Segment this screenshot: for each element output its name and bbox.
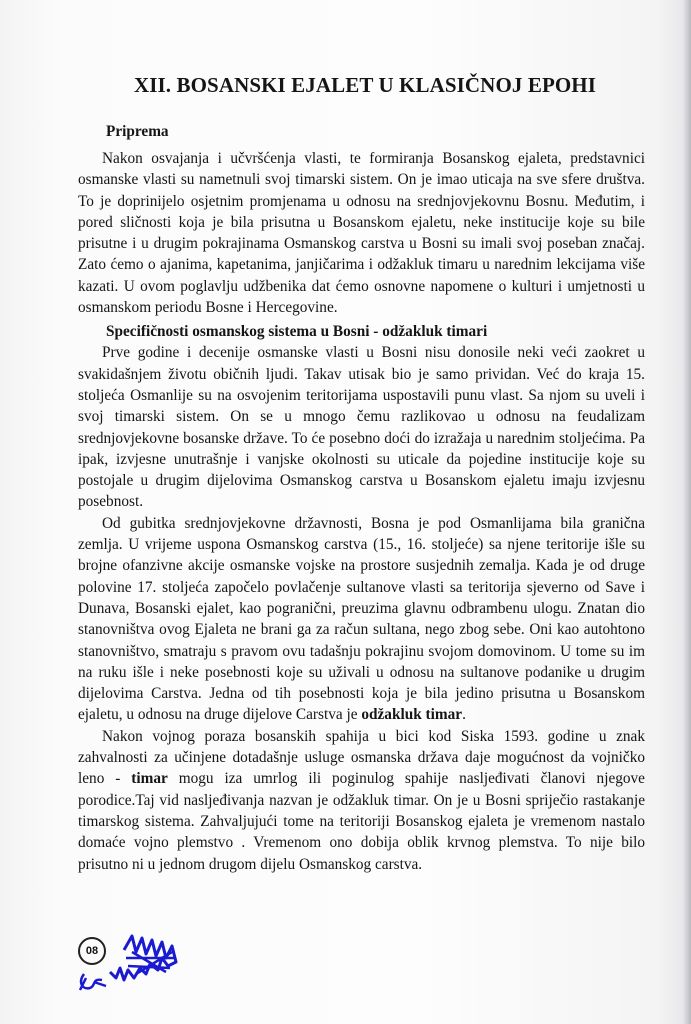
paragraph-text: Nakon vojnog poraza bosanskih spahija u bici kod Siska 1593. godine u znak zahvalnosti za učinjene dotadašnje usluge osmanska država daje mogućnost da vojničko leno - xyxy=(78,727,645,788)
paragraph-specificnosti-1: Prve godine i decenije osmanske vlasti u Bosni nisu donosile neki veći zaokret u svakidašnjem životu običnih ljudi. Takav utisak bio je samo prividan. Već do kraja 15. stoljeća Osmanlije su na osvojenim teritorijama uspostavili punu vlast. Sa njom su uveli i svoj timarski sistem. On se u mnogo čemu razlikovao u odnosu na feudalizam srednjovjekovne bosanske države. To će posebno doći do izražaja u narednim stoljećima. Pa ipak, izvjesne unutrašnje i vanjske okolnosti su uticale da pojedine institucije koje su postojale u drugim dijelovima Osmanskog carstva u Bosanskom ejaletu imaju izvjesnu posebnost. xyxy=(78,344,645,511)
page-body xyxy=(78,122,645,875)
paragraph-specificnosti-2 xyxy=(78,513,645,726)
bold-term-timar: timar xyxy=(131,770,168,788)
section-heading-specificnosti: Specifičnosti osmanskog sistema u Bosni - odžakluk timari xyxy=(106,323,488,341)
section-heading-priprema: Priprema xyxy=(106,123,169,140)
bold-term-odzakluk-timar: odžakluk timar xyxy=(361,706,463,724)
paragraph-text: mogu iza umrlog ili poginulog spahije nasljeđivati članovi njegove porodice.Taj vid nasljeđivanja nazvan je odžakluk timar. On je u Bosni spriječio rastakanje timarskog sistema. Zahvaljujući tome na teritoriji Bosanskog ejaleta je vremenom nastalo domaće vojno plemstvo . Vremenom ono dobija oblik krvnog plemstva. To nije bilo prisutno ni u jednom drugom dijelu Osmanskog carstva. xyxy=(78,770,645,873)
page-number: 08 xyxy=(78,937,106,965)
chapter-title: XII. BOSANSKI EJALET U KLASIČNOJ EPOHI xyxy=(133,73,597,97)
page-edge-shadow xyxy=(683,0,691,1024)
paragraph-specificnosti-3 xyxy=(78,726,645,875)
paragraph-end: . xyxy=(462,706,466,724)
paragraph-priprema: Nakon osvajanja i učvršćenja vlasti, te formiranja Bosanskog ejaleta, predstavnici osmanske vlasti su nametnuli svoj timarski sistem. On je imao uticaja na sve sfere društva. To je doprinijelo osjetnim promjenama u odnosu na srednjovjekovnu Bosnu. Međutim, i pored sličnosti koja je bila prisutna u Bosanskom ejaletu, neke institucije koje su bile prisutne i u drugim pokrajinama Osmanskog carstva u Bosni su imali svoj poseban značaj. Zato ćemo o ajanima, kapetanima, janjičarima i odžakluk timaru u narednim lekcijama više kazati. U ovom poglavlju udžbenika dat ćemo osnovne napomene o kulturi i umjetnosti u osmanskom periodu Bosne i Hercegovine. xyxy=(78,150,645,317)
paragraph-text: Od gubitka srednjovjekovne državnosti, Bosna je pod Osmanlijama bila granična zemlja. U vrijeme uspona Osmanskog carstva (15., 16. stoljeće) sa njene teritorije išle su brojne ofanzivne akcije osmanske vojske na prostore susjednih zemalja. Kada je od druge polovine 17. stoljeća započelo povlačenje sultanove vlasti sa teritorija sjeverno od Save i Dunava, Bosanski ejalet, kao pogranični, preuzima glavnu odbrambenu ulogu. Znatan dio stanovništva ovog Ejaleta ne brani ga za račun sultana, nego zbog sebe. Oni kao autohtono stanovništvo, smatraju s pravom ovu tadašnju pokrajinu svojom domovinom. U tome su im na ruku išle i neke posebnosti koje su uživali u odnosu na sultanove podanike u drugim dijelovima Carstva. Jedna od tih posebnosti koja je bila jedino prisutna u Bosanskom ejaletu, u odnosu na druge dijelove Carstva je xyxy=(78,514,645,724)
